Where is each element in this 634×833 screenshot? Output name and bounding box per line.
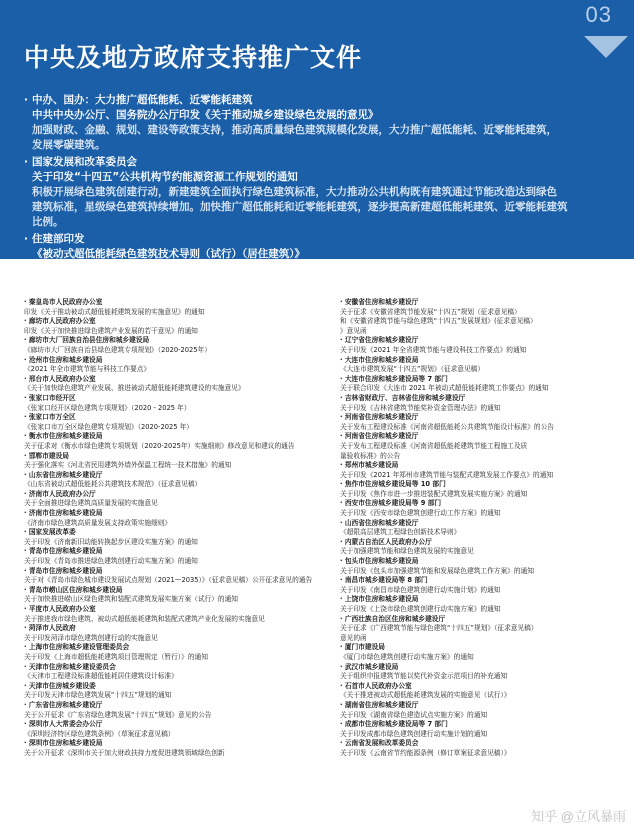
issuing-body: · 上饶市住房和城乡建设局 [340, 595, 419, 604]
document-title: 《超限高层建筑工程绿色创新技术导则》 [340, 528, 461, 537]
document-title: 关于加快推进崂山区绿色建筑和装配式建筑发展实施方案（试行）的通知 [24, 595, 238, 604]
issuing-body: · 内蒙古自治区人民政府办公厅 [340, 537, 432, 546]
document-title: 关于发布工程建设标准《河南省超低能耗建筑节能工程施工及质 [340, 441, 528, 450]
document-title: 关于印发《云南省节约能源条例（修订草案征求意见稿）》 [340, 748, 511, 757]
section-body-text: 加强财政、金融、规划、建设等政策支持，推动高质量绿色建筑规模化发展，大力推广超低能耗、近零能耗建筑， [32, 124, 557, 136]
document-title: 意见的函 [340, 633, 367, 642]
issuing-body: · 安徽省住房和城乡建设厅 [340, 298, 419, 306]
issuing-body: · 济南市人民政府办公厅 [24, 489, 96, 498]
document-title: 《廊坊市大厂回族自治县绿色建筑专项规划》（2020-2025年） [24, 345, 211, 354]
issuing-body: · 天津市住房城乡建设委 [24, 681, 96, 690]
policy-sections [24, 93, 612, 264]
section-heading-text: 国家发展和改革委员会 [32, 156, 137, 168]
document-title: 关于印发《吉林省建筑节能奖补资金管理办法》的通知 [340, 403, 501, 412]
issuing-body: · 山东省住房和城乡建设厅 [24, 470, 103, 479]
document-title: 关于发布工程建设标准《河南省超低能耗公共建筑节能设计标准》的公告 [340, 422, 554, 431]
issuing-body: · 邯郸市建设局 [24, 451, 69, 460]
document-title: 关于印发《2021 年全省建筑节能与建设科技工作要点》的通知 [340, 345, 527, 354]
issuing-body: · 青岛市住房和城乡建设局 [24, 547, 103, 556]
issuing-body: · 廊坊市人民政府办公室 [24, 317, 96, 326]
section-heading [24, 232, 612, 247]
issuing-body: · 衡水市住房和城乡建设局 [24, 432, 103, 441]
document-title: 关于印发《焦作市进一步推进装配式建筑发展实施方案》的通知 [340, 489, 528, 498]
issuing-body: · 广西壮族自治区住房和城乡建设厅 [340, 614, 446, 623]
document-title: 和《安徽省建筑节能与绿色建筑“十四五”发展规划》(征求意见稿） [340, 317, 537, 326]
section-body-text: 积极开展绿色建筑创建行动，新建建筑全面执行绿色建筑标准，大力推动公共机构既有建筑通过节能改造达到绿色 [32, 186, 557, 198]
document-title: 关于公开征求《深圳市关于加大财政扶持力度促进建筑领域绿色创新 [24, 748, 225, 757]
document-title: 关于全面推进绿色建筑高质量发展的实施意见 [24, 499, 158, 508]
issuing-body: · 云南省发展和改革委员会 [340, 739, 419, 748]
document-title: 关于印发《南昌市绿色建筑创建行动实施计划》的通知 [340, 585, 501, 594]
bullet-icon: · [24, 94, 28, 106]
document-title: 关于印发《湖南省绿色建造试点实施方案》的通知 [340, 710, 488, 719]
section-document-title: 关于印发“十四五”公共机构节约能源资源工作规划的通知 [32, 171, 298, 183]
policy-list-left [24, 298, 334, 759]
issuing-body: · 秦皇岛市人民政府办公室 [24, 298, 103, 306]
document-title: 关于公开征求《广东省绿色建筑发展“十四五”规划》意见的公告 [24, 710, 212, 719]
issuing-body: · 武汉市城乡建设局 [340, 662, 399, 671]
document-title: 关于印发《济南新旧动能转换起步区建设实施方案》的通知 [24, 537, 198, 546]
document-title: 关于印发《上饶市绿色建筑创建行动实施方案》的通知 [340, 605, 501, 613]
issuing-body: · 平度市人民政府办公室 [24, 605, 96, 613]
document-title: 印发《关于推动被动式超低能耗建筑发展的实施意见》的通知 [24, 307, 205, 316]
page-number: 03 [585, 2, 612, 27]
issuing-body: · 天津市住房和城乡建设委员会 [24, 662, 116, 671]
issuing-body: · 深圳市人大常委会办公厅 [24, 720, 103, 729]
page-title: 中央及地方政府支持推广文件 [24, 43, 363, 72]
policy-list-right [340, 298, 624, 759]
section-heading-text: 中办、国办：大力推广超低能耗、近零能耗建筑 [32, 94, 253, 106]
document-title: 《厦门市绿色建筑创建行动实施方案》的通知 [340, 652, 474, 661]
policy-section [24, 232, 612, 262]
issuing-body: · 山西省住房和城乡建设厅 [340, 518, 419, 527]
section-body-text: 比例。 [32, 216, 64, 228]
policy-section [24, 155, 612, 230]
document-title: 《2021 年全市建筑节能与科技工作要点》 [24, 365, 151, 374]
section-heading [24, 155, 612, 170]
section-body-text: 发展零碳建筑。 [32, 139, 106, 151]
issuing-body: · 郑州市城乡建设局 [340, 461, 399, 470]
issuing-body: · 廊坊市大厂回族自治县住房和城乡建设局 [24, 336, 150, 345]
document-title: 关于对《青岛市绿色城市建设发展试点规划（2021—2035）》（征求意见稿）公开征求意见的通告 [24, 576, 313, 585]
document-title: 量验收标准》的公告 [340, 451, 401, 460]
issuing-body: · 河南省住房和城乡建设厅 [340, 413, 419, 422]
document-title: 关于印发《上海市超低能耗建筑项目管理规定（暂行）》的通知 [24, 652, 208, 661]
issuing-body: · 深圳市住房和城乡建设局 [24, 739, 103, 748]
document-title: 《天津市工程建设标准超低能耗居住建筑设计标准》 [24, 672, 178, 681]
issuing-body: · 包头市住房和城乡建设局 [340, 557, 419, 566]
document-title: 》意见函 [340, 326, 367, 335]
policy-section [24, 93, 612, 153]
issuing-body: · 张家口市万全区 [24, 413, 76, 422]
issuing-body: · 辽宁省住房和城乡建设厅 [340, 336, 419, 345]
section-document-title: 《被动式超低能耗绿色建筑技术导则（试行）（居住建筑）》 [32, 248, 305, 260]
document-title: 关于组织申报建筑节能以奖代补资金示范项目的补充通知 [340, 672, 508, 681]
issuing-body: · 菏泽市人民政府 [24, 624, 76, 633]
section-heading-text: 住建部印发 [32, 233, 85, 245]
watermark: 知乎 @立风暴雨 [531, 809, 626, 824]
issuing-body: · 沧州市住房和城乡建设局 [24, 355, 103, 364]
document-title: 关于印发《西安市绿色建筑创建行动工作方案》的通知 [340, 509, 501, 518]
document-title: 印发《关于加快推进绿色建筑产业发展的若干意见》的通知 [24, 326, 198, 335]
document-title: 关于征求《安徽省建筑节能发展“十四五”规划（征求意见稿） [340, 307, 521, 316]
issuing-body: · 张家口市经开区 [24, 393, 76, 402]
document-title: 关于印发《2021 年郑州市建筑节能与装配式建筑发展工作要点》的通知 [340, 470, 554, 479]
document-title: 关于印发天津市绿色建筑发展“十四五”规划的通知 [24, 691, 172, 700]
document-title: 《深圳经济特区绿色建筑条例》（草案征求意见稿） [24, 729, 175, 738]
issuing-body: · 邢台市人民政府办公室 [24, 374, 96, 383]
issuing-body: · 湖南省住房和城乡建设厅 [340, 700, 419, 709]
document-title: 《关于加快绿色建筑产业发展、推进被动式超低能耗建筑建设的实施意见》 [24, 384, 245, 393]
document-title: 关于征求对《衡水市绿色建筑专项规划（2020-2025年）实施细则》修改意见和建议的通告 [24, 441, 295, 450]
document-title: 关于印发《青岛市推进绿色建筑创建行动实施方案》的通知 [24, 557, 198, 566]
issuing-body: · 青岛市崂山区住房和城乡建设局 [24, 585, 123, 594]
document-title: 《关于推进被动式超低能耗建筑发展的实施意见（试行）》 [340, 691, 511, 700]
bullet-icon: · [24, 156, 28, 168]
bullet-icon: · [24, 233, 28, 245]
issuing-body: · 河南省住房和城乡建设厅 [340, 432, 419, 441]
section-heading [24, 93, 612, 108]
document-title: 关于强化落实《河北省民用建筑外墙外保温工程统一技术措施》的通知 [24, 461, 232, 470]
document-title: 《张家口市万全区绿色建筑专项规划》（2020-2025 年） [24, 422, 193, 431]
issuing-body: · 厦门市建设局 [340, 643, 385, 652]
section-document-title: 中共中央办公厅、国务院办公厅印发《关于推动城乡建设绿色发展的意见》 [32, 109, 379, 121]
issuing-body: · 广东省住房和城乡建设厅 [24, 700, 103, 709]
issuing-body: · 大连市住房和城乡建设局等 7 部门 [340, 374, 448, 383]
issuing-body: · 吉林省财政厅、吉林省住房和城乡建设厅 [340, 393, 466, 402]
document-title: 关于征求《广西建筑节能与绿色建筑“十四五”规划》（征求意见稿） [340, 624, 538, 633]
document-title: 《山东省被动式超低能耗公共建筑技术规范》（征求意见稿） [24, 480, 202, 489]
document-title: 关于印发菏泽市绿色建筑创建行动的实施意见 [24, 633, 158, 642]
section-body-text: 建筑标准，星级绿色建筑持续增加。加快推广超低能耗和近零能耗建筑，逐步提高新建超低能耗建筑、近零能耗建筑 [32, 201, 568, 213]
issuing-body: · 南昌市城乡建设局等 8 部门 [340, 576, 428, 585]
issuing-body: · 大连市住房和城乡建设局 [340, 355, 419, 364]
chevron-down-icon [584, 36, 628, 58]
issuing-body: · 石首市人民政府办公室 [340, 681, 412, 690]
document-title: 关于联合印发《大连市 2021 年被动式超低能耗建筑工作要点》的通知 [340, 384, 549, 393]
issuing-body: · 国家发展改革委 [24, 528, 76, 537]
document-title: 《大连市建筑发展“十四五”规划》（征求意见稿） [340, 365, 485, 374]
issuing-body: · 济南市住房和城乡建设局 [24, 509, 103, 518]
issuing-body: · 成都市住房和城乡建设局等 7 部门 [340, 720, 448, 729]
document-title: 《张家口经开区绿色建筑专项规划》（2020 - 2025 年） [24, 403, 191, 412]
issuing-body: · 上海市住房和城乡建设管理委员会 [24, 643, 130, 652]
document-title: 关于印发《包头市加强建筑节能和发展绿色建筑工作方案》的通知 [340, 566, 534, 575]
issuing-body: · 西安市住房城乡建设局等 9 部门 [340, 499, 442, 508]
issuing-body: · 焦作市住房城乡建设局等 10 部门 [340, 480, 446, 489]
issuing-body: · 青岛市住房和城乡建设局 [24, 566, 103, 575]
document-title: 《济南市绿色建筑高质量发展支持政策实施细则》 [24, 518, 172, 527]
document-title: 关于加强建筑节能和绿色建筑发展的实施意见 [340, 547, 474, 556]
document-title: 关于推进我市绿色建筑、被动式超低能耗建筑和装配式建筑产业化发展的实施意见 [24, 614, 265, 623]
document-title: 关于印发成都市绿色建筑创建行动实施计划的通知 [340, 729, 488, 738]
